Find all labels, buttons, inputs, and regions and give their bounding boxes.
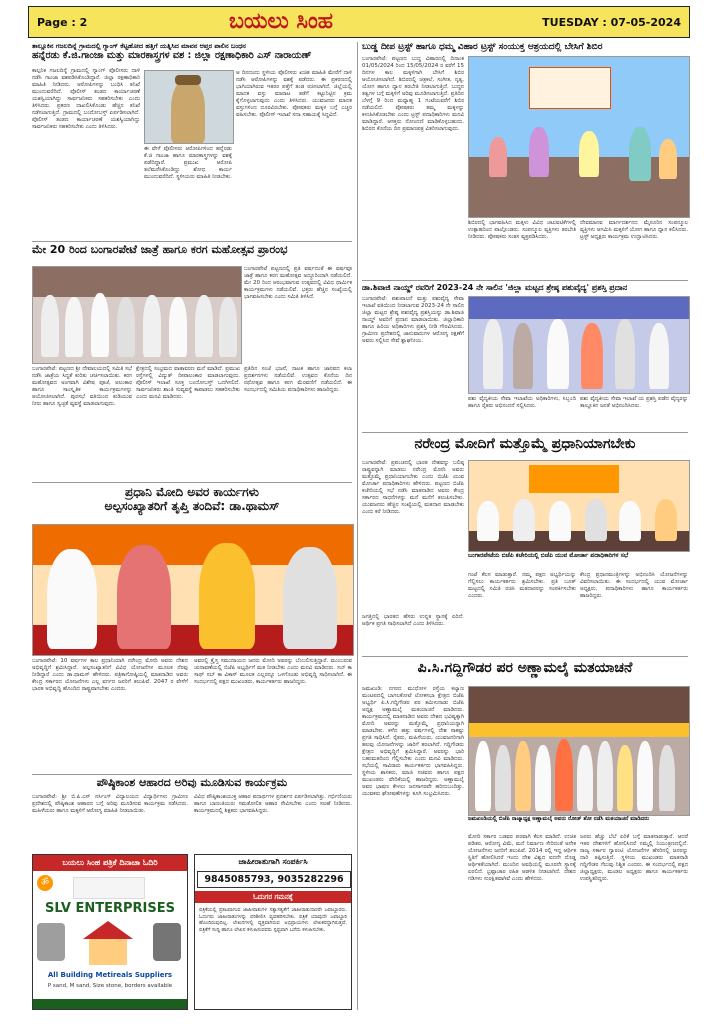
ad-company-name: SLV ENTERPRISES [45, 901, 175, 916]
story-body-text: ಬಂಗಾರಪೇಟೆ ಪಟ್ಟಣದಲ್ಲಿ ಪ್ರತಿ ವರ್ಷದಂತೆ ಈ ವರ್ಷವೂ ಜಾತ್ರೆ ಹಾಗೂ ಕರಗ ಮಹೋತ್ಸವ ಅದ್ಧೂರಿಯಾಗಿ ನಡೆಯಲಿದೆ. ಮೇ 20 ರಿಂದ ಆರಂಭವಾಗುವ ಉತ್ಸವದಲ್ಲಿ ವಿವಿಧ ಧಾರ್ಮಿಕ ಕಾರ್ಯಕ್ರಮಗಳು ನಡೆಯಲಿವೆ. ಭಕ್ತರು ಹೆಚ್ಚಿನ ಸಂಖ್ಯೆಯಲ್ಲಿ ಭಾಗವಹಿಸಬೇಕು ಎಂದು ಸಮಿತಿ ತಿಳಿಸಿದೆ. [244, 266, 352, 300]
story-body-text: ಆ ದಿನದಂದು ಸ್ಥಳೀಯ ಪೊಲೀಸರು ಖಚಿತ ಮಾಹಿತಿ ಮೇರೆಗೆ ದಾಳಿ ನಡೆಸಿ ಆರೋಪಿಗಳನ್ನು ವಶಕ್ಕೆ ಪಡೆದರು. ಈ ಪ್ರಕರಣದಲ್ಲಿ ಭಾಗಿಯಾಗಿರುವ ಇತರರ ಪತ್ತೆಗೆ ತಂಡ ರಚಿಸಲಾಗಿದೆ. ಜಿಲ್ಲೆಯಲ್ಲಿ ಮಾದಕ ವಸ್ತು ಮಾರಾಟ ತಡೆಗೆ ಕಟ್ಟುನಿಟ್ಟಿನ ಕ್ರಮ ಕೈಗೊಳ್ಳಲಾಗುವುದು ಎಂದು ತಿಳಿಸಿದರು. ಯುವಜನರು ಮಾದಕ ವಸ್ತುಗಳಿಂದ ದೂರವಿರಬೇಕು. ಪೋಷಕರು ಮಕ್ಕಳ ಬಗ್ಗೆ ಎಚ್ಚರ ವಹಿಸಬೇಕು. ಪೊಲೀಸ್ ಇಲಾಖೆ ಸದಾ ಸಹಾಯಕ್ಕೆ ಸಿದ್ಧವಿದೆ. [236, 70, 352, 118]
story-body-text: ದೇವಮಾನವ ಮಾರ್ಗದರ್ಶನದ ಮೈಸೂರಿನ ಸಂಪನ್ಮೂಲ ವ್ಯಕ್ತಿಗಳು ಆಗಮಿಸಿ ಮಕ್ಕಳಿಗೆ ಯೋಗ ಹಾಗೂ ಧ್ಯಾನ ಕಲಿಸಿದರು. ಟ್ರಸ್ಟ್ ಅಧ್ಯಕ್ಷರು ಕಾರ್ಯಕ್ರಮ ಉದ್ಘಾಟಿಸಿದರು. [580, 220, 688, 240]
award-ceremony-photo [468, 296, 690, 394]
house-icon [73, 921, 143, 967]
story-body-text: ಬಂಗಾರಪೇಟೆ: 10 ವರ್ಷಗಳ ಕಾಲ ಪ್ರಧಾನಿಯಾಗಿ ನರೇಂದ್ರ ಮೋದಿ ಅವರು ದೇಶದ ಅಭಿವೃದ್ಧಿಗೆ ಶ್ರಮಿಸಿದ್ದಾರೆ. ಅಲ್ಪಸಂಖ್ಯಾತರಿಗೆ ವಿವಿಧ ಯೋಜನೆಗಳ ಮೂಲಕ ನೆರವು ನೀಡಿದ್ದಾರೆ ಎಂದು ಡಾ.ಥಾಮಸ್ ಹೇಳಿದರು. ಪತ್ರಿಕಾಗೋಷ್ಠಿಯಲ್ಲಿ ಮಾತನಾಡಿದ ಅವರು ಕೇಂದ್ರ ಸರ್ಕಾರದ ಯೋಜನೆಗಳು ಎಲ್ಲ ವರ್ಗದ ಜನರಿಗೆ ತಲುಪಿವೆ. 2047 ರ ವೇಳೆಗೆ ಭಾರತ ಅಭಿವೃದ್ಧಿ ಹೊಂದಿದ ರಾಷ್ಟ್ರವಾಗಬೇಕು ಎಂದರು. [32, 658, 188, 692]
story-kicker: ತಾಲ್ಲೂಕಿನ ಗಜಲದಿನ್ನೆ ಗ್ರಾಮದಲ್ಲಿ ಗ್ಯಾಂಗ್ ಕೆಟ್ಟಹೋದ ಹತ್ತಿಗೆ ಯತ್ನಿಸಿದ ಮಾವನ ಆಪ್ತರ ಪಾಲಿನ ಬಂಧನ [32, 42, 246, 50]
story-headline: ಹನ್ನೆರಡು ಕೆ.ಜಿ.ಗಾಂಜಾ ಮತ್ತು ಮಾರಕಾಸ್ತ್ರಗಳ ವಶ : ಜಿಲ್ಲಾ ರಕ್ಷಣಾಧಿಕಾರಿ ಎಸ್ ನಾರಾಯಣ್ [32, 50, 312, 61]
press-meet-photo [32, 524, 354, 656]
annamalai-rally-photo [468, 686, 690, 816]
divider [32, 774, 352, 775]
story-body-text: ಕಾಲ್ಪನಿಕ ಗಜಲದಿನ್ನೆ ಗ್ರಾಮದಲ್ಲಿ ಗ್ಯಾಂಗ್ ಪೊಲೀಸರು ದಾಳಿ ನಡೆಸಿ ಗಾಂಜಾ ವಶಪಡಿಸಿಕೊಂಡಿದ್ದಾರೆ. ಜಿಲ್ಲಾ ರಕ್ಷಣಾಧಿಕಾರಿ ಮಾಹಿತಿ ನೀಡಿದರು. ಆರೋಪಿಗಳನ್ನು ಬಂಧಿಸಿ ತನಿಖೆ ಮುಂದುವರೆದಿದೆ. ಪೊಲೀಸ್ ತಂಡದ ಕಾರ್ಯಾಚರಣೆ ಯಶಸ್ವಿಯಾಗಿದ್ದು ಸಾರ್ವಜನಿಕರು ಸಹಕರಿಸಬೇಕು ಎಂದು ತಿಳಿಸಿದರು. ಪ್ರಕರಣ ದಾಖಲಿಸಿಕೊಂಡು ಹೆಚ್ಚಿನ ತನಿಖೆ ನಡೆಸಲಾಗುತ್ತಿದೆ. ಗ್ರಾಮದಲ್ಲಿ ಬಂದೋಬಸ್ತ್ ಏರ್ಪಡಿಸಲಾಗಿದೆ. ಪೊಲೀಸ್ ತಂಡದ ಕಾರ್ಯಾಚರಣೆ ಯಶಸ್ವಿಯಾಗಿದ್ದು ಸಾರ್ವಜನಿಕರು ಸಹಕರಿಸಬೇಕು ಎಂದು ತಿಳಿಸಿದರು. [32, 68, 140, 130]
issue-date: TUESDAY : 07-05-2024 [542, 16, 681, 29]
ad-footer [33, 999, 187, 1009]
story-body-text: ಶಿಬಿರದಲ್ಲಿ ಭಾಗವಹಿಸಿದ ಮಕ್ಕಳು ವಿವಿಧ ಚಟುವಟಿಕೆಗಳಲ್ಲಿ ಉತ್ಸಾಹದಿಂದ ಪಾಲ್ಗೊಂಡರು. ಸಂಪನ್ಮೂಲ ವ್ಯಕ್ತಿಗಳು ತರಬೇತಿ ನೀಡಿದರು. ಪೋಷಕರು ಸಂತಸ ವ್ಯಕ್ತಪಡಿಸಿದರು. [468, 220, 576, 240]
bjp-youth-meeting-photo [468, 460, 690, 552]
brick-icon [153, 923, 181, 961]
story-headline: ನರೇಂದ್ರ ಮೋದಿಗೆ ಮತ್ತೊಮ್ಮೆ ಪ್ರಧಾನಿಯಾಗಬೇಕು [414, 436, 636, 452]
story-body-text: ಮೋದಿ ಸರ್ಕಾರ ಬಡವರ ಪರವಾಗಿ ಕೆಲಸ ಮಾಡಿದೆ. ಉಚಿತ ಪಡಿತರ, ಆರೋಗ್ಯ ವಿಮೆ, ಮನೆ ನಿರ್ಮಾಣ ಸೇರಿದಂತೆ ಅನೇಕ ಯೋಜನೆಗಳು ಜನರಿಗೆ ತಲುಪಿವೆ. 2014 ರಲ್ಲಿ ಇದ್ದ ಆರ್ಥಿಕ ಸ್ಥಿತಿಗೆ ಹೋಲಿಸಿದರೆ ಇಂದು ದೇಶ ವಿಶ್ವದ ಐದನೇ ದೊಡ್ಡ ಆರ್ಥಿಕತೆಯಾಗಿದೆ. ಮುಂದಿನ ಅವಧಿಯಲ್ಲಿ ಮೂರನೇ ಸ್ಥಾನಕ್ಕೆ ಏರಲಿದೆ. ಭ್ರಷ್ಟಾಚಾರ ರಹಿತ ಆಡಳಿತ ನೀಡಲಾಗಿದೆ. ದೇಶದ ಗಡಿಗಳು ಸುರಕ್ಷಿತವಾಗಿವೆ ಎಂದು ಹೇಳಿದರು. [468, 834, 576, 882]
story-headline: ಡಾ.ಶಿವಾಜಿ ನಾಯ್ಡ್ ರವರಿಗೆ 2023-24 ನೇ ಸಾಲಿನ 'ಜಿಲ್ಲಾ ಮಟ್ಟದ ಶ್ರೇಷ್ಠ ಪಶುವೈದ್ಯ' ಪ್ರಶಸ್ತಿ ಪ್ರದಾನ [362, 283, 628, 292]
om-icon: ॐ [37, 875, 53, 891]
ad-notice-text: ಪತ್ರಿಕೆಯಲ್ಲಿ ಪ್ರಕಟವಾಗುವ ಜಾಹೀರಾತುಗಳ ಸತ್ಯಾಸತ್ಯತೆಗೆ ಜಾಹೀರಾತುದಾರರೇ ಜವಾಬ್ದಾರರು. ಓದುಗರು ಜಾಹೀರಾತುಗಳನ್ನು ಪರಿಶೀಲಿಸಿ ವ್ಯವಹರಿಸಬೇಕು. ಪತ್ರಿಕೆ ಯಾವುದೇ ಜವಾಬ್ದಾರಿ ಹೊಂದಿರುವುದಿಲ್ಲ. ಲೇಖನಗಳಲ್ಲಿ ವ್ಯಕ್ತವಾಗಿರುವ ಅಭಿಪ್ರಾಯಗಳು ಲೇಖಕರದ್ದಾಗಿರುತ್ತವೆ. ಪತ್ರಿಕೆಗೆ ಸುದ್ದಿ ಹಾಗೂ ಲೇಖನ ಕಳುಹಿಸುವವರು ಸ್ಪಷ್ಟವಾಗಿ ಬರೆದು ಕಳುಹಿಸಬೇಕು. [199, 907, 347, 933]
story-body-text: ಬಂಗಾರಪೇಟೆ: ಪಟ್ಟಣದ ಶ್ರೀ ದೇವಾಲಯದಲ್ಲಿ ಸಮಿತಿ ಸಭೆ ನಡೆಸಿ ಜಾತ್ರೆಯ ಸಿದ್ಧತೆ ಕುರಿತು ಚರ್ಚಿಸಲಾಯಿತು. ಕರಗ ಮಹೋತ್ಸವದ ಅಂಗವಾಗಿ ವಿಶೇಷ ಪೂಜೆ, ಅಲಂಕಾರ ಹಾಗೂ ಸಾಂಸ್ಕೃತಿಕ ಕಾರ್ಯಕ್ರಮಗಳನ್ನು ಆಯೋಜಿಸಲಾಗಿದೆ. ಪುರಸಭೆ ವತಿಯಿಂದ ಕುಡಿಯುವ ನೀರು ಹಾಗೂ ಸ್ವಚ್ಛತೆ ವ್ಯವಸ್ಥೆ ಮಾಡಲಾಗುವುದು. [32, 366, 132, 407]
story-modi-minorities [32, 486, 352, 514]
story-body-text: ಕೇಂದ್ರ ಪ್ರಧಾನಮಂತ್ರಿಗಳನ್ನು ಅಭಿನಂದಿಸಿ ಯೋಜನೆಗಳನ್ನು ವಿವರಿಸಲಾಯಿತು. ಈ ಸಂದರ್ಭದಲ್ಲಿ ಯುವ ಮೋರ್ಚಾ ಅಧ್ಯಕ್ಷರು, ಪದಾಧಿಕಾರಿಗಳು ಹಾಗೂ ಕಾರ್ಯಕರ್ತರು ಹಾಜರಿದ್ದರು. [580, 572, 688, 599]
police-officer-photo [144, 70, 234, 144]
divider [362, 280, 688, 281]
stone-icon [37, 923, 65, 961]
ad-title: ಜಾಹೀರಾತುಗಾಗಿ ಸಂಪರ್ಕಿಸಿ [238, 857, 308, 866]
story-headline: ಪೌಷ್ಠಿಕಾಂಶ ಆಹಾರದ ಅರಿವು ಮೂಡಿಸುವ ಕಾರ್ಯಕ್ರಮ [96, 776, 288, 789]
story-headline: ಪಿ.ಸಿ.ಗದ್ದಿಗೌಡರ ಪರ ಅಣ್ಣಾಮಲೈ ಮತಯಾಚನೆ [417, 660, 633, 676]
column-divider [357, 42, 358, 1010]
page-number: Page : 2 [37, 16, 88, 29]
divider [32, 241, 352, 242]
story-headline: ಬುಡ್ಡ ದೀಪ ಟ್ರಸ್ಟ್ ಹಾಗೂ ಧಮ್ಮ ವಿಹಾರ ಟ್ರಸ್ಟ್ ಸಂಯುಕ್ತ ಆಶ್ರಯದಲ್ಲಿ ಬೇಸಿಗೆ ಶಿಬಿರ [362, 42, 603, 52]
masthead: ಬಯಲು ಸಿಂಹ [229, 8, 334, 34]
story-body-text: ಬಂಗಾರಪೇಟೆ: ಪ್ರಪಂಚದಲ್ಲಿ ಭಾರತ ದೇಶವನ್ನು ಬಲಿಷ್ಠ ರಾಷ್ಟ್ರವನ್ನಾಗಿ ಮಾಡಲು ನರೇಂದ್ರ ಮೋದಿ ಅವರು ಮತ್ತೊಮ್ಮೆ ಪ್ರಧಾನಿಯಾಗಬೇಕು ಎಂದು ಬಿಜೆಪಿ ಯುವ ಮೋರ್ಚಾ ಪದಾಧಿಕಾರಿಗಳು ಹೇಳಿದರು. ಪಟ್ಟಣದ ಬಿಜೆಪಿ ಕಚೇರಿಯಲ್ಲಿ ಸಭೆ ನಡೆಸಿ ಮಾತನಾಡಿದ ಅವರು ಕೇಂದ್ರ ಸರ್ಕಾರದ ಸಾಧನೆಗಳನ್ನು ಮನೆ ಮನೆಗೆ ತಲುಪಿಸಬೇಕು. ಯುವಜನರು ಹೆಚ್ಚಿನ ಸಂಖ್ಯೆಯಲ್ಲಿ ಮತದಾನ ಮಾಡಬೇಕು ಎಂದು ಕರೆ ನೀಡಿದರು. [362, 460, 464, 515]
newspaper-page [28, 6, 690, 1016]
story-body-text: ಪ್ರತಿದಿನ ಸಂಜೆ ಭಜನೆ, ನಾಟಕ ಹಾಗೂ ಜಾನಪದ ಕಲಾ ಪ್ರದರ್ಶನಗಳು ನಡೆಯಲಿವೆ. ಉತ್ಸವದ ಕೊನೆಯ ದಿನ ರಥೋತ್ಸವ ಹಾಗೂ ಕರಗ ಮೆರವಣಿಗೆ ನಡೆಯಲಿದೆ. ಈ ಸಂದರ್ಭದಲ್ಲಿ ಸಮಿತಿಯ ಪದಾಧಿಕಾರಿಗಳು ಹಾಜರಿದ್ದರು. [244, 366, 352, 393]
story-headline: ಅಲ್ಪಸಂಖ್ಯಾತರಿಗೆ ತೃಪ್ತಿ ತಂದಿವೆ: ಡಾ.ಥಾಮಸ್ [104, 498, 280, 513]
photo-caption: ಜಮಖಂಡಿಯಲ್ಲಿ ಬಿಜೆಪಿ ರಾಜ್ಯಾಧ್ಯಕ್ಷ ಅಣ್ಣಾಮಲೈ ಅವರು ರೋಡ್ ಶೋ ನಡೆಸಿ ಮತಯಾಚನೆ ಮಾಡಿದರು [468, 816, 650, 822]
advertisement-contact-box [194, 854, 352, 1010]
ad-contact-block [73, 877, 145, 899]
summer-camp-photo [468, 56, 690, 218]
slv-enterprises-ad [32, 854, 188, 1010]
story-headline: ಮೇ 20 ರಿಂದ ಬಂಗಾರಪೇಟೆ ಜಾತ್ರೆ ಹಾಗೂ ಕರಗ ಮಹೋತ್ಸವ ಪ್ರಾರಂಭ [32, 243, 288, 256]
story-body-text: ವಿವಿಧ ಪೌಷ್ಠಿಕಾಂಶಯುಕ್ತ ಆಹಾರ ಪದಾರ್ಥಗಳ ಪ್ರದರ್ಶನ ಏರ್ಪಡಿಸಲಾಗಿತ್ತು. ಗರ್ಭಿಣಿಯರು ಹಾಗೂ ಬಾಣಂತಿಯರು ಸಮತೋಲಿತ ಆಹಾರ ಸೇವಿಸಬೇಕು ಎಂದು ಸಲಹೆ ನೀಡಿದರು. ಕಾರ್ಯಕ್ರಮದಲ್ಲಿ ಶಿಕ್ಷಕರು ಭಾಗವಹಿಸಿದ್ದರು. [194, 794, 352, 814]
ad-phone-numbers: 9845085793, 9035282296 [197, 871, 351, 888]
ad-banner: ಬಯಲು ಸಿಂಹ ಪತ್ರಿಕೆ ದಿನಾಚಾ ಓದಿರಿ [33, 855, 187, 871]
divider [362, 656, 688, 657]
page-header [28, 6, 690, 38]
story-headline: ಪ್ರಧಾನಿ ಮೋದಿ ಅವರ ಕಾರ್ಯಗಳು [125, 485, 259, 499]
story-body-text: ಜಗತ್ತಿನಲ್ಲಿ ಭಾರತದ ಹೆಸರು ಉನ್ನತ ಸ್ಥಾನಕ್ಕೆ ಏರಿದೆ. ಆರ್ಥಿಕ ಪ್ರಗತಿ ಸಾಧಿಸಲಾಗಿದೆ ಎಂದು ತಿಳಿಸಿದರು. [362, 614, 464, 627]
story-body-text: ಜನರು ಹೆಚ್ಚು ಬೆಲೆ ಏರಿಕೆ ಬಗ್ಗೆ ಮಾತನಾಡುತ್ತಾರೆ. ಆದರೆ ಇತರ ದೇಶಗಳಿಗೆ ಹೋಲಿಸಿದರೆ ನಮ್ಮಲ್ಲಿ ನಿಯಂತ್ರಣದಲ್ಲಿದೆ. ರಾಜ್ಯ ಸರ್ಕಾರ ಗ್ಯಾರಂಟಿ ಯೋಜನೆಗಳ ಹೆಸರಿನಲ್ಲಿ ಜನರನ್ನು ದಾರಿ ತಪ್ಪಿಸುತ್ತಿದೆ. ಸ್ಥಳೀಯ ಮುಖಂಡರು ಮಾತನಾಡಿ ಗದ್ದಿಗೌಡರ ಗೆಲುವು ನಿಶ್ಚಿತ ಎಂದರು. ಈ ಸಂದರ್ಭದಲ್ಲಿ ಪಕ್ಷದ ಜಿಲ್ಲಾಧ್ಯಕ್ಷರು, ಮಂಡಲ ಅಧ್ಯಕ್ಷರು ಹಾಗೂ ಕಾರ್ಯಕರ್ತರು ಉಪಸ್ಥಿತರಿದ್ದರು. [580, 834, 688, 882]
ad-subtitle: ಓದುಗರ ಗಮನಕ್ಕೆ [195, 891, 351, 903]
story-body-text: ಪಶು ವೈದ್ಯಕೀಯ ಸೇವಾ ಇಲಾಖೆಯ ಅಧಿಕಾರಿಗಳು, ಸಿಬ್ಬಂದಿ ಹಾಗೂ ರೈತರು ಅಭಿನಂದನೆ ಸಲ್ಲಿಸಿದರು. [468, 396, 576, 409]
story-body-text: ಬಂಗಾರಪೇಟೆ: ಪಟ್ಟಣದ ಬುದ್ಧ ವಿಹಾರದಲ್ಲಿ ದಿನಾಂಕ 01/05/2024 ರಿಂದ 15/05/2024 ರ ವರೆಗೆ 15 ದಿನಗಳ ಕಾಲ ಮಕ್ಕಳಿಗಾಗಿ ಬೇಸಿಗೆ ಶಿಬಿರ ಆಯೋಜಿಸಲಾಗಿದೆ. ಶಿಬಿರದಲ್ಲಿ ಚಿತ್ರಕಲೆ, ಸಂಗೀತ, ನೃತ್ಯ, ಯೋಗ ಹಾಗೂ ಧ್ಯಾನ ತರಬೇತಿ ನೀಡಲಾಗುತ್ತಿದೆ. ಬುದ್ಧನ ತತ್ವಗಳ ಬಗ್ಗೆ ಮಕ್ಕಳಿಗೆ ಅರಿವು ಮೂಡಿಸಲಾಗುತ್ತಿದೆ. ಪ್ರತಿದಿನ ಬೆಳಗ್ಗೆ 9 ರಿಂದ ಮಧ್ಯಾಹ್ನ 1 ಗಂಟೆಯವರೆಗೆ ಶಿಬಿರ ನಡೆಯಲಿದೆ. ಪೋಷಕರು ತಮ್ಮ ಮಕ್ಕಳನ್ನು ಕಳುಹಿಸಿಕೊಡಬೇಕು ಎಂದು ಟ್ರಸ್ಟ್ ಪದಾಧಿಕಾರಿಗಳು ಮನವಿ ಮಾಡಿದ್ದಾರೆ. ಆಸಕ್ತರು ನೋಂದಣಿ ಮಾಡಿಕೊಳ್ಳಬಹುದು. ಶಿಬಿರದ ಕೊನೆಯ ದಿನ ಪ್ರಮಾಣಪತ್ರ ವಿತರಿಸಲಾಗುವುದು. [362, 56, 464, 132]
story-body-text: ಅವರಲ್ಲಿ ಕ್ರೈಸ್ತ ಸಮುದಾಯದ ಜನರು ಮೋದಿ ಅವರನ್ನು ಬೆಂಬಲಿಸುತ್ತಿದ್ದಾರೆ. ಮುಂಬರುವ ಚುನಾವಣೆಯಲ್ಲಿ ಬಿಜೆಪಿ ಅಭ್ಯರ್ಥಿಗೆ ಮತ ನೀಡಬೇಕು ಎಂದು ಮನವಿ ಮಾಡಿದರು. ಸಬ್ ಕಾ ಸಾಥ್ ಸಬ್ ಕಾ ವಿಕಾಸ್ ಮೂಲಕ ಎಲ್ಲರನ್ನೂ ಒಳಗೊಂಡು ಅಭಿವೃದ್ಧಿ ಸಾಧಿಸಲಾಗಿದೆ. ಈ ಸಂದರ್ಭದಲ್ಲಿ ಪಕ್ಷದ ಮುಖಂಡರು, ಕಾರ್ಯಕರ್ತರು ಹಾಜರಿದ್ದರು. [194, 658, 352, 685]
ad-products: P sand, M sand, Size stone, borders available [47, 983, 173, 989]
divider [362, 432, 688, 433]
story-body-text: ಪಶು ವೈದ್ಯಕೀಯ ಸೇವಾ ಇಲಾಖೆ ಯ ಪ್ರಶಸ್ತಿ ಪಡೆದ ವೈದ್ಯರನ್ನು ತಾಲ್ಲೂಕಿನ ಜನತೆ ಅಭಿನಂದಿಸಿದರು. [580, 396, 688, 409]
jatre-meeting-photo [32, 266, 242, 364]
story-body-text: ಈ ವೇಳೆ ಪೊಲೀಸರು ಆರೋಪಿಗಳಿಂದ ಹನ್ನೆರಡು ಕೆ.ಜಿ ಗಾಂಜಾ ಹಾಗೂ ಮಾರಕಾಸ್ತ್ರಗಳನ್ನು ವಶಕ್ಕೆ ಪಡೆದಿದ್ದಾರೆ. ಪ್ರಮುಖ ಆರೋಪಿ ತಲೆಮರೆಸಿಕೊಂಡಿದ್ದು ಶೋಧ ಕಾರ್ಯ ಮುಂದುವರೆದಿದೆ. ಸ್ಥಳೀಯರು ಮಾಹಿತಿ ನೀಡಬೇಕು. [144, 146, 232, 180]
story-body-text: ಗಂಟೆ ಕೆಲಸ ಮಾಡುತ್ತಾರೆ. ನಮ್ಮ ಪಕ್ಷದ ಅಭ್ಯರ್ಥಿಯನ್ನು ಗೆಲ್ಲಿಸಲು ಕಾರ್ಯಕರ್ತರು ಶ್ರಮಿಸಬೇಕು. ಪ್ರತಿ ಬೂತ್ ಮಟ್ಟದಲ್ಲಿ ಸಮಿತಿ ರಚಿಸಿ ಮತದಾರರನ್ನು ಸಂಪರ್ಕಿಸಬೇಕು ಎಂದರು. [468, 572, 576, 599]
story-ganja-seizure [32, 42, 352, 62]
photo-caption: ಬಂಗಾರಪೇಟೆಯ ಬಿಜೆಪಿ ಕಚೇರಿಯಲ್ಲಿ ಬಿಜೆಪಿ ಯುವ ಮೋರ್ಚಾ ಪದಾಧಿಕಾರಿಗಳ ಸಭೆ [468, 552, 629, 559]
ad-tagline: All Building Metireals Suppliers [47, 971, 173, 979]
divider [32, 482, 352, 483]
story-body-text: ಜಮಖಂಡಿ: ನಗರದ ಮುಧೋಳ ರಸ್ತೆಯ ಕಲ್ಯಾಣ ಮಂಟಪದಲ್ಲಿ ಬಾಗಲಕೋಟೆ ಲೋಕಸಭಾ ಕ್ಷೇತ್ರದ ಬಿಜೆಪಿ ಅಭ್ಯರ್ಥಿ ಪಿ.ಸಿ.ಗದ್ದಿಗೌಡರ ಪರ ತಮಿಳುನಾಡು ಬಿಜೆಪಿ ಅಧ್ಯಕ್ಷ ಅಣ್ಣಾಮಲೈ ಮತಯಾಚನೆ ಮಾಡಿದರು. ಕಾರ್ಯಕ್ರಮದಲ್ಲಿ ಮಾತನಾಡಿದ ಅವರು ದೇಶದ ಭವಿಷ್ಯಕ್ಕಾಗಿ ಮೋದಿ ಅವರನ್ನು ಮತ್ತೊಮ್ಮೆ ಪ್ರಧಾನಿಯನ್ನಾಗಿ ಮಾಡಬೇಕು. ಕಳೆದ ಹತ್ತು ವರ್ಷಗಳಲ್ಲಿ ದೇಶ ಸಾಕಷ್ಟು ಪ್ರಗತಿ ಸಾಧಿಸಿದೆ. ರೈತರು, ಮಹಿಳೆಯರು, ಯುವಜನರಿಗಾಗಿ ಹಲವು ಯೋಜನೆಗಳನ್ನು ಜಾರಿಗೆ ತರಲಾಗಿದೆ. ಗದ್ದಿಗೌಡರು ಕ್ಷೇತ್ರದ ಅಭಿವೃದ್ಧಿಗೆ ಶ್ರಮಿಸಿದ್ದಾರೆ. ಅವರನ್ನು ಭಾರಿ ಬಹುಮತದಿಂದ ಗೆಲ್ಲಿಸಬೇಕು ಎಂದು ಮನವಿ ಮಾಡಿದರು. ಸಭೆಯಲ್ಲಿ ಸಾವಿರಾರು ಕಾರ್ಯಕರ್ತರು ಭಾಗವಹಿಸಿದ್ದರು. ಸ್ಥಳೀಯ ಶಾಸಕರು, ಮಾಜಿ ಸಚಿವರು ಹಾಗೂ ಪಕ್ಷದ ಮುಖಂಡರು ವೇದಿಕೆಯಲ್ಲಿ ಹಾಜರಿದ್ದರು. ಅಣ್ಣಾಮಲೈ ಅವರ ಭಾಷಣ ಕೇಳಲು ಜನಸಾಗರವೇ ಹರಿದುಬಂದಿತ್ತು. ಯುವಕರು ಘೋಷಣೆಗಳನ್ನು ಕೂಗಿ ಸಂಭ್ರಮಿಸಿದರು. [362, 686, 464, 797]
story-body-text: ಬಂಗಾರಪೇಟೆ: ಶ್ರೀ ಬಿ.ಪಿ.ಎಸ್ ನರ್ಸಿಂಗ್ ವಿದ್ಯಾಲಯದ ವಿದ್ಯಾರ್ಥಿಗಳು ಗ್ರಾಮೀಣ ಪ್ರದೇಶದಲ್ಲಿ ಪೌಷ್ಠಿಕಾಂಶ ಆಹಾರದ ಬಗ್ಗೆ ಅರಿವು ಮೂಡಿಸುವ ಕಾರ್ಯಕ್ರಮ ನಡೆಸಿದರು. ಮಹಿಳೆಯರು ಹಾಗೂ ಮಕ್ಕಳಿಗೆ ಆರೋಗ್ಯ ಮಾಹಿತಿ ನೀಡಲಾಯಿತು. [32, 794, 188, 814]
story-body-text: ಕ್ಷೇತ್ರದಲ್ಲಿ ಸಂಭ್ರಮದ ವಾತಾವರಣ ಮನೆ ಮಾಡಿದೆ. ಪ್ರಮುಖ ರಸ್ತೆಗಳಲ್ಲಿ ವಿದ್ಯುತ್ ದೀಪಾಲಂಕಾರ ಮಾಡಲಾಗುವುದು. ಪೊಲೀಸ್ ಇಲಾಖೆ ಸೂಕ್ತ ಬಂದೋಬಸ್ತ್ ಒದಗಿಸಲಿದೆ. ಸಾರ್ವಜನಿಕರು ಶಾಂತಿ ಸುವ್ಯವಸ್ಥೆ ಕಾಪಾಡಲು ಸಹಕರಿಸಬೇಕು ಎಂದು ಮನವಿ ಮಾಡಿದರು. [136, 366, 240, 400]
story-body-text: ಬಂಗಾರಪೇಟೆ: ಪಶುಪಾಲನೆ ಮತ್ತು ಪಶುವೈದ್ಯ ಸೇವಾ ಇಲಾಖೆ ವತಿಯಿಂದ ನೀಡಲಾಗುವ 2023-24 ನೇ ಸಾಲಿನ ಜಿಲ್ಲಾ ಮಟ್ಟದ ಶ್ರೇಷ್ಠ ಪಶುವೈದ್ಯ ಪ್ರಶಸ್ತಿಯನ್ನು ಡಾ.ಶಿವಾಜಿ ನಾಯ್ಡ್ ಅವರಿಗೆ ಪ್ರದಾನ ಮಾಡಲಾಯಿತು. ಜಿಲ್ಲಾಧಿಕಾರಿ ಹಾಗೂ ಹಿರಿಯ ಅಧಿಕಾರಿಗಳು ಪ್ರಶಸ್ತಿ ನೀಡಿ ಗೌರವಿಸಿದರು. ಗ್ರಾಮೀಣ ಪ್ರದೇಶದಲ್ಲಿ ಜಾನುವಾರುಗಳ ಆರೋಗ್ಯ ರಕ್ಷಣೆಗೆ ಅವರು ಸಲ್ಲಿಸಿದ ಸೇವೆ ಶ್ಲಾಘನೀಯ. [362, 296, 464, 344]
